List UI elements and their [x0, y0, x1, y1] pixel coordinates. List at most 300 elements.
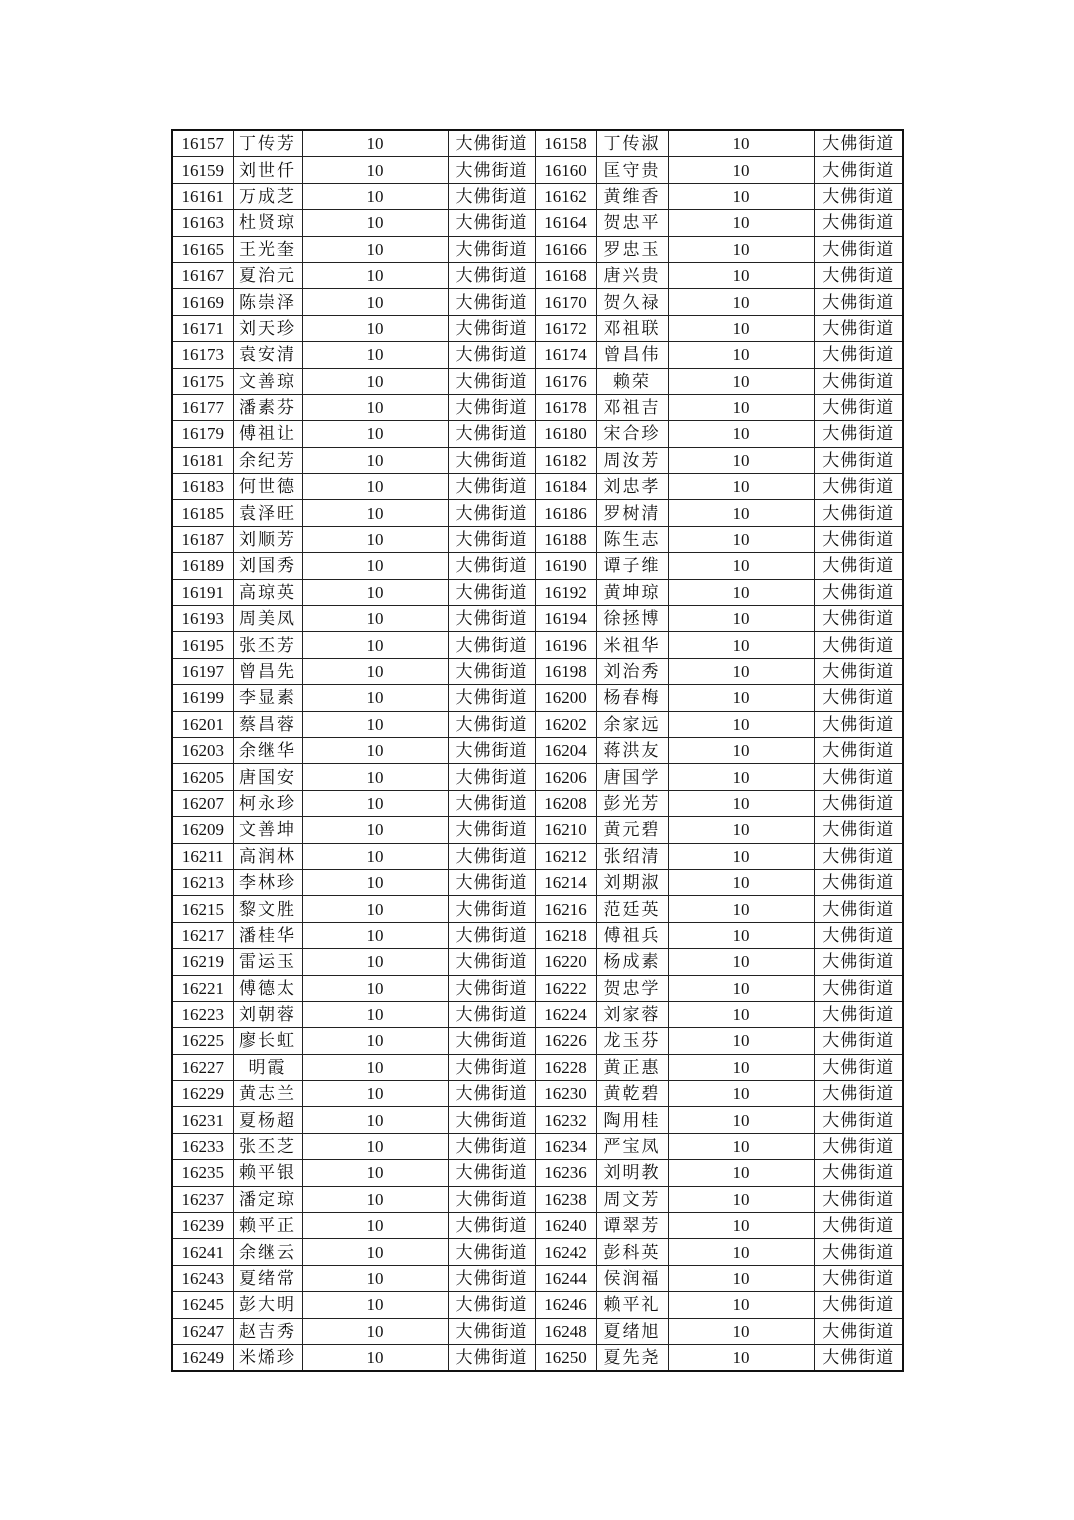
- right-number-cell: 16236: [535, 1160, 596, 1186]
- right-amount-cell: 10: [668, 817, 814, 843]
- left-number-cell: 16159: [172, 157, 233, 183]
- right-place-cell: 大佛街道: [814, 579, 903, 605]
- left-name-cell: 李显素: [233, 685, 302, 711]
- right-name-cell: 刘治秀: [596, 658, 668, 684]
- right-place-cell: 大佛街道: [814, 1265, 903, 1291]
- right-number-cell: 16238: [535, 1186, 596, 1212]
- right-place-cell: 大佛街道: [814, 394, 903, 420]
- right-name-cell: 刘忠孝: [596, 474, 668, 500]
- left-place-cell: 大佛街道: [448, 737, 535, 763]
- right-number-cell: 16160: [535, 157, 596, 183]
- right-name-cell: 贺忠平: [596, 210, 668, 236]
- left-number-cell: 16177: [172, 394, 233, 420]
- left-number-cell: 16199: [172, 685, 233, 711]
- left-number-cell: 16223: [172, 1001, 233, 1027]
- table-row: [172, 1318, 903, 1344]
- roster-table: [171, 129, 904, 1372]
- right-name-cell: 范廷英: [596, 896, 668, 922]
- left-amount-cell: 10: [302, 579, 448, 605]
- right-place-cell: 大佛街道: [814, 315, 903, 341]
- right-place-cell: 大佛街道: [814, 1133, 903, 1159]
- right-place-cell: 大佛街道: [814, 474, 903, 500]
- table-row: [172, 447, 903, 473]
- right-name-cell: 黄元碧: [596, 817, 668, 843]
- left-number-cell: 16195: [172, 632, 233, 658]
- left-amount-cell: 10: [302, 1160, 448, 1186]
- right-number-cell: 16174: [535, 342, 596, 368]
- right-name-cell: 曾昌伟: [596, 342, 668, 368]
- left-amount-cell: 10: [302, 711, 448, 737]
- right-amount-cell: 10: [668, 949, 814, 975]
- right-name-cell: 龙玉芬: [596, 1028, 668, 1054]
- left-number-cell: 16247: [172, 1318, 233, 1344]
- left-place-cell: 大佛街道: [448, 1028, 535, 1054]
- right-place-cell: 大佛街道: [814, 421, 903, 447]
- table-row: [172, 896, 903, 922]
- right-name-cell: 夏先尧: [596, 1344, 668, 1371]
- left-name-cell: 刘朝蓉: [233, 1001, 302, 1027]
- left-name-cell: 米烯珍: [233, 1344, 302, 1371]
- left-number-cell: 16167: [172, 262, 233, 288]
- right-amount-cell: 10: [668, 975, 814, 1001]
- right-amount-cell: 10: [668, 1318, 814, 1344]
- left-place-cell: 大佛街道: [448, 1160, 535, 1186]
- right-amount-cell: 10: [668, 474, 814, 500]
- right-name-cell: 徐拯博: [596, 606, 668, 632]
- left-number-cell: 16169: [172, 289, 233, 315]
- table-row: [172, 1186, 903, 1212]
- left-number-cell: 16229: [172, 1081, 233, 1107]
- left-number-cell: 16219: [172, 949, 233, 975]
- table-row: [172, 262, 903, 288]
- right-amount-cell: 10: [668, 1054, 814, 1080]
- right-number-cell: 16176: [535, 368, 596, 394]
- right-name-cell: 周文芳: [596, 1186, 668, 1212]
- left-name-cell: 袁泽旺: [233, 500, 302, 526]
- table-row: [172, 474, 903, 500]
- right-amount-cell: 10: [668, 394, 814, 420]
- right-place-cell: 大佛街道: [814, 685, 903, 711]
- right-name-cell: 夏绪旭: [596, 1318, 668, 1344]
- right-name-cell: 宋合珍: [596, 421, 668, 447]
- right-name-cell: 谭翠芳: [596, 1213, 668, 1239]
- right-number-cell: 16184: [535, 474, 596, 500]
- table-row: [172, 289, 903, 315]
- left-place-cell: 大佛街道: [448, 1213, 535, 1239]
- right-number-cell: 16180: [535, 421, 596, 447]
- left-place-cell: 大佛街道: [448, 1239, 535, 1265]
- right-amount-cell: 10: [668, 1292, 814, 1318]
- right-number-cell: 16220: [535, 949, 596, 975]
- left-place-cell: 大佛街道: [448, 447, 535, 473]
- right-number-cell: 16170: [535, 289, 596, 315]
- right-number-cell: 16248: [535, 1318, 596, 1344]
- left-place-cell: 大佛街道: [448, 1292, 535, 1318]
- left-number-cell: 16165: [172, 236, 233, 262]
- right-place-cell: 大佛街道: [814, 896, 903, 922]
- left-name-cell: 黄志兰: [233, 1081, 302, 1107]
- right-name-cell: 匡守贵: [596, 157, 668, 183]
- left-name-cell: 夏绪常: [233, 1265, 302, 1291]
- left-amount-cell: 10: [302, 1081, 448, 1107]
- left-place-cell: 大佛街道: [448, 262, 535, 288]
- left-amount-cell: 10: [302, 236, 448, 262]
- left-number-cell: 16241: [172, 1239, 233, 1265]
- right-number-cell: 16158: [535, 130, 596, 157]
- right-place-cell: 大佛街道: [814, 711, 903, 737]
- left-amount-cell: 10: [302, 1292, 448, 1318]
- table-row: [172, 949, 903, 975]
- table-row: [172, 1001, 903, 1027]
- right-number-cell: 16210: [535, 817, 596, 843]
- left-amount-cell: 10: [302, 869, 448, 895]
- table-row: [172, 1054, 903, 1080]
- right-place-cell: 大佛街道: [814, 658, 903, 684]
- left-place-cell: 大佛街道: [448, 896, 535, 922]
- right-place-cell: 大佛街道: [814, 157, 903, 183]
- left-amount-cell: 10: [302, 975, 448, 1001]
- left-place-cell: 大佛街道: [448, 685, 535, 711]
- right-amount-cell: 10: [668, 526, 814, 552]
- left-amount-cell: 10: [302, 817, 448, 843]
- right-name-cell: 黄正惠: [596, 1054, 668, 1080]
- left-place-cell: 大佛街道: [448, 421, 535, 447]
- right-name-cell: 谭子维: [596, 553, 668, 579]
- left-place-cell: 大佛街道: [448, 1054, 535, 1080]
- right-name-cell: 贺忠学: [596, 975, 668, 1001]
- table-row: [172, 553, 903, 579]
- left-number-cell: 16211: [172, 843, 233, 869]
- right-amount-cell: 10: [668, 157, 814, 183]
- table-row: [172, 737, 903, 763]
- right-number-cell: 16200: [535, 685, 596, 711]
- left-number-cell: 16201: [172, 711, 233, 737]
- left-amount-cell: 10: [302, 1028, 448, 1054]
- right-place-cell: 大佛街道: [814, 447, 903, 473]
- left-name-cell: 杜贤琼: [233, 210, 302, 236]
- left-amount-cell: 10: [302, 526, 448, 552]
- right-number-cell: 16234: [535, 1133, 596, 1159]
- left-name-cell: 傅祖让: [233, 421, 302, 447]
- right-place-cell: 大佛街道: [814, 606, 903, 632]
- table-row: [172, 1292, 903, 1318]
- right-number-cell: 16196: [535, 632, 596, 658]
- left-amount-cell: 10: [302, 658, 448, 684]
- left-amount-cell: 10: [302, 764, 448, 790]
- left-number-cell: 16161: [172, 183, 233, 209]
- right-amount-cell: 10: [668, 579, 814, 605]
- table-row: [172, 1028, 903, 1054]
- left-name-cell: 雷运玉: [233, 949, 302, 975]
- right-number-cell: 16182: [535, 447, 596, 473]
- left-amount-cell: 10: [302, 606, 448, 632]
- table-row: [172, 315, 903, 341]
- left-place-cell: 大佛街道: [448, 579, 535, 605]
- left-amount-cell: 10: [302, 553, 448, 579]
- right-name-cell: 侯润福: [596, 1265, 668, 1291]
- right-place-cell: 大佛街道: [814, 368, 903, 394]
- left-place-cell: 大佛街道: [448, 474, 535, 500]
- right-name-cell: 傅祖兵: [596, 922, 668, 948]
- left-amount-cell: 10: [302, 1239, 448, 1265]
- left-number-cell: 16189: [172, 553, 233, 579]
- right-name-cell: 张绍清: [596, 843, 668, 869]
- left-amount-cell: 10: [302, 394, 448, 420]
- right-name-cell: 罗忠玉: [596, 236, 668, 262]
- right-place-cell: 大佛街道: [814, 1213, 903, 1239]
- right-amount-cell: 10: [668, 1001, 814, 1027]
- right-place-cell: 大佛街道: [814, 632, 903, 658]
- right-name-cell: 贺久禄: [596, 289, 668, 315]
- right-amount-cell: 10: [668, 500, 814, 526]
- left-amount-cell: 10: [302, 447, 448, 473]
- right-place-cell: 大佛街道: [814, 737, 903, 763]
- left-place-cell: 大佛街道: [448, 157, 535, 183]
- table-row: [172, 579, 903, 605]
- right-amount-cell: 10: [668, 130, 814, 157]
- left-amount-cell: 10: [302, 157, 448, 183]
- table-row: [172, 1133, 903, 1159]
- left-amount-cell: 10: [302, 210, 448, 236]
- left-name-cell: 丁传芳: [233, 130, 302, 157]
- right-amount-cell: 10: [668, 289, 814, 315]
- left-name-cell: 彭大明: [233, 1292, 302, 1318]
- left-name-cell: 何世德: [233, 474, 302, 500]
- table-row: [172, 843, 903, 869]
- left-name-cell: 李林珍: [233, 869, 302, 895]
- left-place-cell: 大佛街道: [448, 236, 535, 262]
- right-name-cell: 黄乾碧: [596, 1081, 668, 1107]
- table-row: [172, 157, 903, 183]
- right-place-cell: 大佛街道: [814, 869, 903, 895]
- left-number-cell: 16235: [172, 1160, 233, 1186]
- left-name-cell: 夏治元: [233, 262, 302, 288]
- right-amount-cell: 10: [668, 711, 814, 737]
- right-place-cell: 大佛街道: [814, 289, 903, 315]
- left-number-cell: 16157: [172, 130, 233, 157]
- right-place-cell: 大佛街道: [814, 1186, 903, 1212]
- left-amount-cell: 10: [302, 315, 448, 341]
- left-place-cell: 大佛街道: [448, 1265, 535, 1291]
- right-name-cell: 邓祖联: [596, 315, 668, 341]
- right-number-cell: 16226: [535, 1028, 596, 1054]
- right-amount-cell: 10: [668, 737, 814, 763]
- left-name-cell: 曾昌先: [233, 658, 302, 684]
- right-number-cell: 16216: [535, 896, 596, 922]
- left-name-cell: 万成芝: [233, 183, 302, 209]
- left-amount-cell: 10: [302, 262, 448, 288]
- left-name-cell: 赖平正: [233, 1213, 302, 1239]
- right-number-cell: 16166: [535, 236, 596, 262]
- left-name-cell: 周美凤: [233, 606, 302, 632]
- left-amount-cell: 10: [302, 1344, 448, 1371]
- right-place-cell: 大佛街道: [814, 130, 903, 157]
- right-number-cell: 16190: [535, 553, 596, 579]
- right-name-cell: 赖荣: [596, 368, 668, 394]
- left-name-cell: 潘定琼: [233, 1186, 302, 1212]
- table-row: [172, 130, 903, 157]
- right-name-cell: 邓祖吉: [596, 394, 668, 420]
- left-number-cell: 16239: [172, 1213, 233, 1239]
- left-place-cell: 大佛街道: [448, 1107, 535, 1133]
- right-number-cell: 16250: [535, 1344, 596, 1371]
- left-amount-cell: 10: [302, 1213, 448, 1239]
- table-row: [172, 1081, 903, 1107]
- right-number-cell: 16246: [535, 1292, 596, 1318]
- right-amount-cell: 10: [668, 658, 814, 684]
- right-name-cell: 黄维香: [596, 183, 668, 209]
- table-row: [172, 1239, 903, 1265]
- right-name-cell: 赖平礼: [596, 1292, 668, 1318]
- right-name-cell: 唐兴贵: [596, 262, 668, 288]
- left-place-cell: 大佛街道: [448, 843, 535, 869]
- right-amount-cell: 10: [668, 183, 814, 209]
- left-number-cell: 16203: [172, 737, 233, 763]
- right-name-cell: 唐国学: [596, 764, 668, 790]
- right-number-cell: 16168: [535, 262, 596, 288]
- table-row: [172, 975, 903, 1001]
- right-number-cell: 16228: [535, 1054, 596, 1080]
- left-place-cell: 大佛街道: [448, 1344, 535, 1371]
- left-amount-cell: 10: [302, 737, 448, 763]
- left-number-cell: 16249: [172, 1344, 233, 1371]
- left-amount-cell: 10: [302, 1054, 448, 1080]
- right-place-cell: 大佛街道: [814, 1081, 903, 1107]
- table-row: [172, 685, 903, 711]
- table-row: [172, 764, 903, 790]
- right-amount-cell: 10: [668, 606, 814, 632]
- right-name-cell: 刘明教: [596, 1160, 668, 1186]
- left-name-cell: 唐国安: [233, 764, 302, 790]
- right-amount-cell: 10: [668, 1265, 814, 1291]
- left-name-cell: 余继云: [233, 1239, 302, 1265]
- left-name-cell: 黎文胜: [233, 896, 302, 922]
- left-number-cell: 16213: [172, 869, 233, 895]
- left-place-cell: 大佛街道: [448, 210, 535, 236]
- right-number-cell: 16222: [535, 975, 596, 1001]
- left-name-cell: 余继华: [233, 737, 302, 763]
- table-row: [172, 368, 903, 394]
- left-place-cell: 大佛街道: [448, 711, 535, 737]
- right-name-cell: 周汝芳: [596, 447, 668, 473]
- right-amount-cell: 10: [668, 447, 814, 473]
- table-row: [172, 711, 903, 737]
- left-place-cell: 大佛街道: [448, 922, 535, 948]
- left-number-cell: 16233: [172, 1133, 233, 1159]
- table-row: [172, 817, 903, 843]
- table-row: [172, 526, 903, 552]
- table-row: [172, 869, 903, 895]
- right-amount-cell: 10: [668, 685, 814, 711]
- left-name-cell: 文善琼: [233, 368, 302, 394]
- left-number-cell: 16215: [172, 896, 233, 922]
- right-name-cell: 刘家蓉: [596, 1001, 668, 1027]
- left-number-cell: 16185: [172, 500, 233, 526]
- right-place-cell: 大佛街道: [814, 922, 903, 948]
- right-amount-cell: 10: [668, 421, 814, 447]
- left-place-cell: 大佛街道: [448, 368, 535, 394]
- left-amount-cell: 10: [302, 368, 448, 394]
- right-number-cell: 16224: [535, 1001, 596, 1027]
- right-number-cell: 16212: [535, 843, 596, 869]
- left-amount-cell: 10: [302, 843, 448, 869]
- right-place-cell: 大佛街道: [814, 553, 903, 579]
- left-name-cell: 刘国秀: [233, 553, 302, 579]
- left-place-cell: 大佛街道: [448, 817, 535, 843]
- table-row: [172, 922, 903, 948]
- right-amount-cell: 10: [668, 368, 814, 394]
- right-amount-cell: 10: [668, 1186, 814, 1212]
- left-number-cell: 16207: [172, 790, 233, 816]
- right-place-cell: 大佛街道: [814, 1001, 903, 1027]
- left-place-cell: 大佛街道: [448, 1133, 535, 1159]
- left-number-cell: 16243: [172, 1265, 233, 1291]
- left-number-cell: 16227: [172, 1054, 233, 1080]
- left-amount-cell: 10: [302, 1001, 448, 1027]
- right-place-cell: 大佛街道: [814, 210, 903, 236]
- left-place-cell: 大佛街道: [448, 183, 535, 209]
- right-amount-cell: 10: [668, 764, 814, 790]
- right-number-cell: 16208: [535, 790, 596, 816]
- right-place-cell: 大佛街道: [814, 1054, 903, 1080]
- right-amount-cell: 10: [668, 1160, 814, 1186]
- left-amount-cell: 10: [302, 289, 448, 315]
- left-place-cell: 大佛街道: [448, 658, 535, 684]
- right-name-cell: 彭光芳: [596, 790, 668, 816]
- left-place-cell: 大佛街道: [448, 632, 535, 658]
- table-row: [172, 606, 903, 632]
- right-place-cell: 大佛街道: [814, 1239, 903, 1265]
- left-place-cell: 大佛街道: [448, 289, 535, 315]
- right-amount-cell: 10: [668, 843, 814, 869]
- table-row: [172, 500, 903, 526]
- table-row: [172, 1160, 903, 1186]
- left-name-cell: 高润林: [233, 843, 302, 869]
- right-number-cell: 16244: [535, 1265, 596, 1291]
- left-place-cell: 大佛街道: [448, 869, 535, 895]
- right-amount-cell: 10: [668, 1081, 814, 1107]
- left-amount-cell: 10: [302, 500, 448, 526]
- left-name-cell: 余纪芳: [233, 447, 302, 473]
- right-amount-cell: 10: [668, 1133, 814, 1159]
- left-number-cell: 16179: [172, 421, 233, 447]
- right-number-cell: 16178: [535, 394, 596, 420]
- left-number-cell: 16163: [172, 210, 233, 236]
- left-place-cell: 大佛街道: [448, 342, 535, 368]
- left-place-cell: 大佛街道: [448, 315, 535, 341]
- left-place-cell: 大佛街道: [448, 1318, 535, 1344]
- table-row: [172, 1344, 903, 1371]
- left-name-cell: 袁安清: [233, 342, 302, 368]
- left-amount-cell: 10: [302, 183, 448, 209]
- left-name-cell: 柯永珍: [233, 790, 302, 816]
- right-amount-cell: 10: [668, 896, 814, 922]
- left-amount-cell: 10: [302, 1265, 448, 1291]
- right-amount-cell: 10: [668, 1028, 814, 1054]
- left-amount-cell: 10: [302, 474, 448, 500]
- left-number-cell: 16209: [172, 817, 233, 843]
- left-name-cell: 刘世仟: [233, 157, 302, 183]
- right-number-cell: 16232: [535, 1107, 596, 1133]
- table-row: [172, 1213, 903, 1239]
- left-place-cell: 大佛街道: [448, 1001, 535, 1027]
- left-name-cell: 廖长虹: [233, 1028, 302, 1054]
- left-place-cell: 大佛街道: [448, 500, 535, 526]
- right-name-cell: 丁传淑: [596, 130, 668, 157]
- left-amount-cell: 10: [302, 1318, 448, 1344]
- right-amount-cell: 10: [668, 1239, 814, 1265]
- left-place-cell: 大佛街道: [448, 130, 535, 157]
